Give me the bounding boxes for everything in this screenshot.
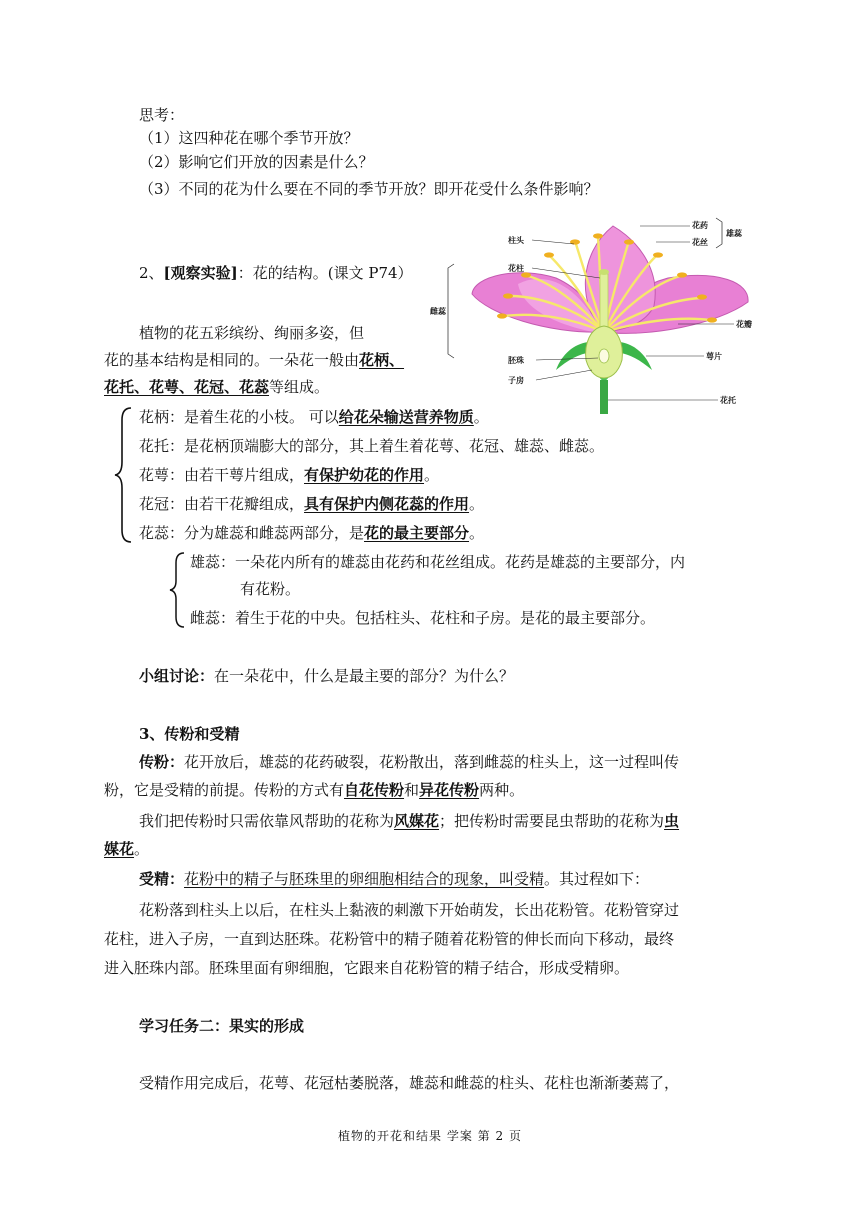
fertilization-process-1: 花粉落到柱头上以后，在柱头上黏液的刺激下开始萌发，长出花粉管。花粉管穿过 [139, 901, 680, 919]
part-corolla: 花冠：由若干花瓣组成，具有保护内侧花蕊的作用。 [139, 495, 485, 513]
think-title: 思考： [139, 106, 185, 124]
stamen-pistil-brace-icon [168, 551, 188, 629]
think-question-1: （1）这四种花在哪个季节开放？ [139, 129, 359, 147]
task-2-title: 学习任务二：果实的形成 [139, 1017, 305, 1035]
part-calyx: 花萼：由若干萼片组成，有保护幼花的作用。 [139, 466, 440, 484]
stamen-bracket-icon [716, 218, 722, 248]
section-2-para-2: 花的基本结构是相同的。一朵花一般由花柄、 [104, 351, 405, 369]
section-2-para-1: 植物的花五彩缤纷、绚丽多姿，但 [139, 324, 365, 342]
pistil-bracket-icon [448, 264, 454, 358]
page-footer: 植物的开花和结果 学案 第 2 页 [338, 1129, 522, 1143]
section-2-para-3: 花托、花萼、花冠、花蕊等组成。 [104, 378, 330, 396]
label-filament: 花丝 [692, 238, 708, 247]
part-stalk: 花柄：是着生花的小枝。 可以给花朵输送营养物质。 [139, 408, 489, 426]
fertilization-process-3: 进入胚珠内部。胚珠里面有卵细胞，它跟来自花粉管的精子结合，形成受精卵。 [104, 959, 630, 977]
label-anther: 花药 [692, 221, 708, 230]
task-2-text: 受精作用完成后，花萼、花冠枯萎脱落，雄蕊和雌蕊的柱头、花柱也渐渐萎蔫了， [139, 1074, 680, 1092]
part-receptacle: 花托：是花柄顶端膨大的部分，其上着生着花萼、花冠、雄蕊、雌蕊。 [139, 437, 605, 455]
flower-structure-diagram [428, 214, 770, 414]
pistil-line: 雌蕊：着生于花的中央。包括柱头、花柱和子房。是花的最主要部分。 [190, 609, 656, 627]
label-ovule: 胚珠 [508, 356, 524, 365]
stamen-line-1: 雄蕊：一朵花内所有的雄蕊由花药和花丝组成。花药是雄蕊的主要部分，内 [190, 553, 686, 571]
section-2-heading: 2、[观察实验]：花的结构。(课文 P74） [139, 264, 413, 282]
wind-insect-line-1: 我们把传粉时只需依靠风帮助的花称为风媒花；把传粉时需要昆虫帮助的花称为虫 [139, 812, 680, 830]
parts-brace-icon [113, 406, 135, 544]
group-discussion: 小组讨论：在一朵花中，什么是最主要的部分？为什么？ [139, 667, 515, 685]
label-style: 花柱 [508, 264, 524, 273]
wind-insect-line-2: 媒花。 [104, 840, 150, 858]
label-petal: 花瓣 [736, 320, 752, 329]
flower-stigma [599, 269, 609, 275]
part-pistils: 花蕊：分为雄蕊和雌蕊两部分，是花的最主要部分。 [139, 524, 485, 542]
label-stamen: 雄蕊 [726, 229, 742, 238]
fertilization-process-2: 花柱，进入子房，一直到达胚珠。花粉管中的精子随着花粉管的伸长而向下移动，最终 [104, 930, 675, 948]
flower-style [600, 274, 608, 334]
think-question-3: （3）不同的花为什么要在不同的季节开放？即开花受什么条件影响？ [139, 180, 599, 198]
label-sepal: 萼片 [706, 352, 722, 361]
think-question-2: （2）影响它们开放的因素是什么？ [139, 153, 374, 171]
stamen-line-2: 有花粉。 [240, 580, 301, 598]
flower-ovule [599, 349, 609, 363]
label-ovary: 子房 [508, 376, 524, 385]
pollination-line-2: 粉，它是受精的前提。传粉的方式有自花传粉和异花传粉两种。 [104, 781, 525, 799]
label-stigma: 柱头 [508, 236, 524, 245]
pollination-line-1: 传粉：花开放后，雄蕊的花药破裂，花粉散出，落到雌蕊的柱头上，这一过程叫传 [139, 753, 680, 771]
label-receptacle: 花托 [720, 396, 736, 405]
label-pistil: 雌蕊 [430, 307, 446, 316]
flower-stalk [600, 380, 608, 414]
section-3-title: 3、传粉和受精 [139, 725, 240, 743]
fertilization-definition: 受精：花粉中的精子与胚珠里的卵细胞相结合的现象，叫受精。其过程如下： [139, 870, 650, 888]
